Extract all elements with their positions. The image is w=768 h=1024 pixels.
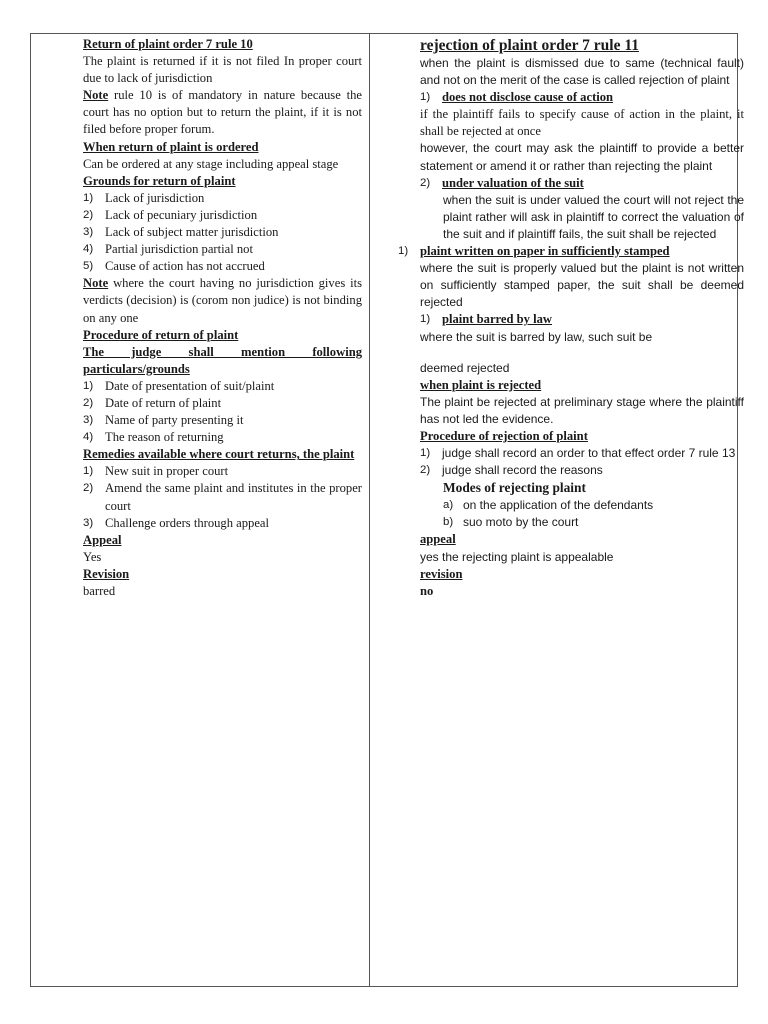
grounds-heading: Grounds for return of plaint (83, 173, 236, 188)
list-text: Date of return of plaint (105, 395, 222, 410)
list-text: judge shall record an order to that effect order 7 rule 13 (442, 446, 736, 461)
list-number: 2) (83, 396, 94, 409)
list-item (420, 462, 744, 479)
list-number: 3) (83, 516, 94, 529)
list-number: 2) (420, 464, 431, 477)
column-divider (369, 33, 370, 987)
appeal-text: Yes (83, 549, 102, 564)
list-number: 2) (420, 176, 431, 189)
rejection-procedure-heading: Procedure of rejection of plaint (420, 428, 588, 443)
list-text: judge shall record the reasons (442, 463, 603, 478)
ground-3-text: where the suit is properly valued but the plaint is not written on sufficiently stamped paper, the suit shall be deemed rejected (420, 261, 744, 310)
spacer (420, 346, 744, 360)
list-text: Lack of jurisdiction (105, 190, 205, 205)
list-number: 3) (83, 226, 94, 239)
list-text: Lack of pecuniary jurisdiction (105, 207, 258, 222)
list-number: 3) (83, 414, 94, 427)
list-number: 1) (420, 91, 431, 104)
list-heading: plaint barred by law (442, 312, 552, 327)
ground-2-heading (420, 175, 744, 192)
list-item (83, 207, 362, 224)
remedies-heading: Remedies available where court returns, the plaint (83, 447, 355, 462)
list-number: 4) (83, 431, 94, 444)
list-item (83, 190, 362, 207)
right-column (398, 36, 744, 600)
list-number: a) (443, 499, 454, 512)
when-rejected-heading: when plaint is rejected (420, 377, 542, 392)
list-number: 4) (83, 243, 94, 256)
list-number: 1) (83, 379, 94, 392)
list-text: Name of party presenting it (105, 413, 244, 428)
when-rejected-text: The plaint be rejected at preliminary stage where the plaintiff has not led the evidence. (420, 394, 744, 426)
particulars-list (83, 378, 362, 446)
note-paragraph (83, 87, 362, 138)
list-item (83, 224, 362, 241)
list-text: Partial jurisdiction partial not (105, 242, 253, 257)
when-heading: When return of plaint is ordered (83, 139, 259, 154)
list-text: Cause of action has not accrued (105, 259, 265, 274)
list-text: Challenge orders through appeal (105, 515, 270, 530)
ground-2-text: when the suit is under valued the court will not reject the plaint rather will ask in plaintiff to correct the valuation of the suit and if plaintiff fails, the suit shall be rejected (443, 192, 744, 241)
list-item (83, 378, 362, 395)
judge-heading: The judge shall mention following particulars/grounds (83, 344, 362, 376)
ground-1-text: if the plaintiff fails to specify cause of action in the plaint, it shall be rejected at once (420, 107, 744, 139)
rejection-appeal-heading: appeal (420, 532, 456, 547)
list-text: Amend the same plaint and institutes in the proper court (105, 481, 362, 513)
revision-text: barred (83, 584, 116, 598)
revision-heading: Revision (83, 566, 130, 581)
ground-1-heading (420, 89, 744, 106)
when-text: Can be ordered at any stage including appeal stage (83, 156, 339, 171)
list-number: 2) (83, 482, 94, 495)
list-number: 1) (420, 313, 431, 326)
list-text: New suit in proper court (105, 464, 229, 479)
list-item (83, 515, 362, 532)
list-number: 1) (83, 465, 94, 478)
rejection-appeal-text: yes the rejecting plaint is appealable (420, 549, 614, 564)
list-text: on the application of the defendants (463, 498, 654, 513)
list-number: b) (443, 516, 454, 529)
list-heading: under valuation of the suit (442, 175, 584, 190)
list-number: 1) (420, 447, 431, 460)
ground-1-text-2: however, the court may ask the plaintiff to provide a better statement or amend it or rather than rejecting the plaint (420, 141, 744, 173)
list-item (83, 429, 362, 446)
list-item (83, 463, 362, 480)
return-intro: The plaint is returned if it is not filed In proper court due to lack of jurisdiction (83, 54, 362, 86)
rejection-revision-heading: revision (420, 566, 463, 581)
remedies-list (83, 463, 362, 531)
list-heading: plaint written on paper in sufficiently stamped (420, 244, 670, 259)
list-text: Date of presentation of suit/plaint (105, 378, 275, 393)
list-item (83, 395, 362, 412)
appeal-heading: Appeal (83, 532, 122, 547)
grounds-list (83, 190, 362, 275)
list-text: The reason of returning (105, 430, 224, 445)
list-heading: does not disclose cause of action (442, 90, 614, 105)
list-item (443, 497, 744, 514)
note-label: Note (83, 276, 109, 291)
list-item (443, 514, 744, 531)
list-number: 1) (398, 245, 409, 258)
note-text: where the court having no jurisdiction gives its verdicts (decision) is (corom non judice) is not binding on any one (83, 276, 362, 325)
note-label: Note (83, 88, 109, 103)
return-title: Return of plaint order 7 rule 10 (83, 37, 253, 51)
list-item (420, 445, 744, 462)
rejection-procedure-list (420, 445, 744, 479)
rejection-intro: when the plaint is dismissed due to same (technical fault) and not on the merit of the case is called rejection of plaint (420, 56, 744, 88)
list-text: suo moto by the court (463, 515, 579, 530)
ground-4-text-2: deemed rejected (420, 360, 510, 375)
ground-4-text: where the suit is barred by law, such suit be (420, 329, 653, 344)
left-column (83, 36, 362, 600)
ground-3-heading (398, 243, 744, 260)
procedure-heading: Procedure of return of plaint (83, 327, 239, 342)
list-number: 1) (83, 191, 94, 204)
note-paragraph (83, 275, 362, 326)
rejection-title: rejection of plaint order 7 rule 11 (420, 37, 639, 54)
modes-heading: Modes of rejecting plaint (443, 480, 586, 496)
note-text: rule 10 is of mandatory in nature because the court has no option but to return the plaint, if it is not filed before proper forum. (83, 88, 362, 137)
list-number: 2) (83, 208, 94, 221)
rejection-revision-text: no (420, 583, 434, 598)
list-number: 5) (83, 260, 94, 273)
list-text: Lack of subject matter jurisdiction (105, 225, 279, 240)
list-item (83, 480, 362, 514)
list-item (83, 258, 362, 275)
ground-4-heading (420, 311, 744, 328)
list-item (83, 412, 362, 429)
modes-block (443, 479, 744, 531)
list-item (83, 241, 362, 258)
